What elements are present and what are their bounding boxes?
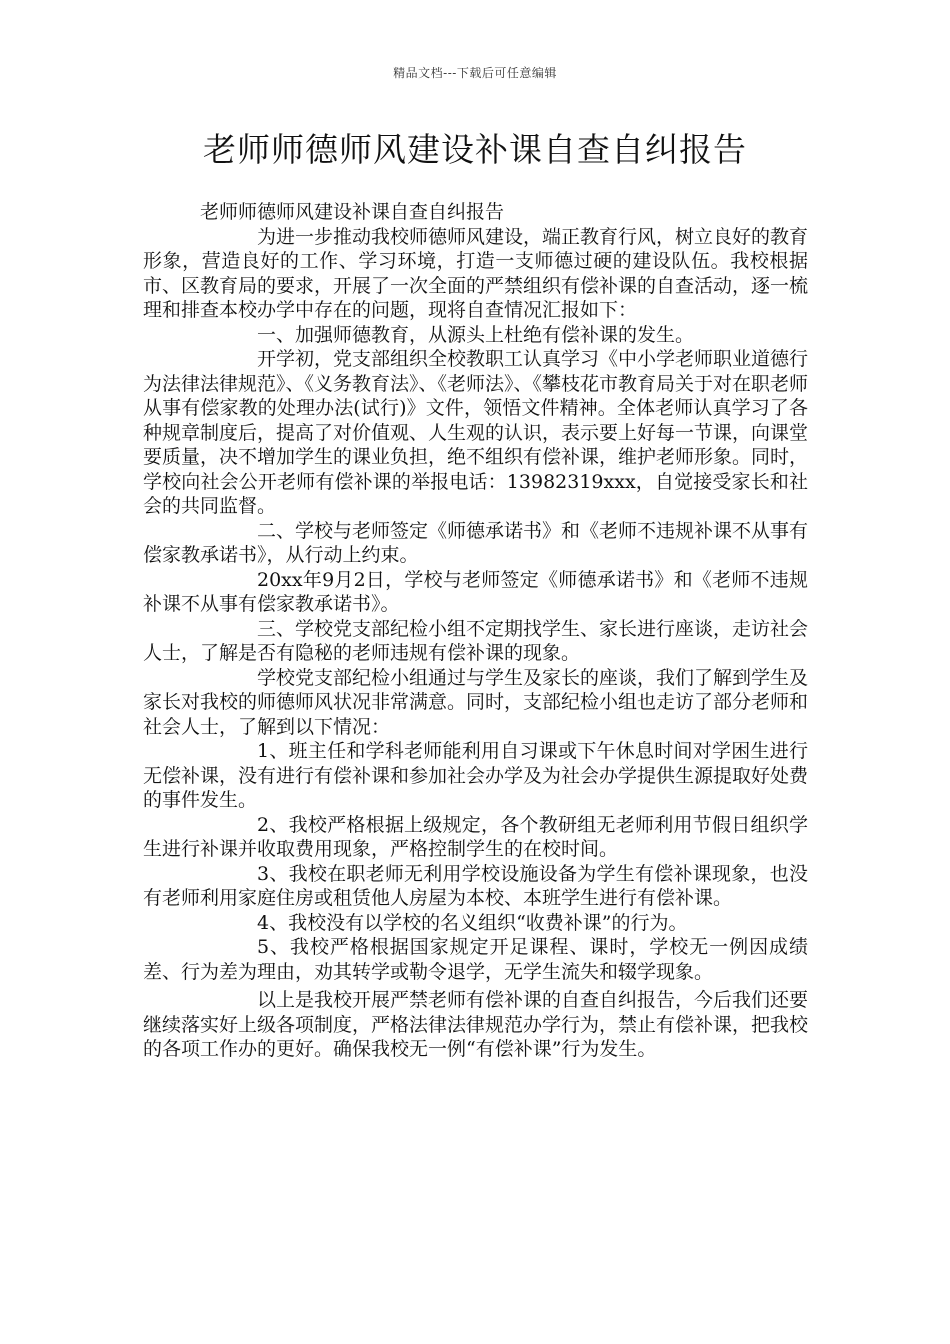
document-subtitle: 老师师德师风建设补课自查自纠报告 [200,201,505,223]
document-body [143,200,808,1062]
section-heading-1: 一、加强师德教育，从源头上杜绝有偿补课的发生。 [257,323,695,346]
list-item-4: 4、我校没有以学校的名义组织“收费补课”的行为。 [257,911,688,934]
paragraph-conclusion: 以上是我校开展严禁老师有偿补课的自查自纠报告，今后我们还要继续落实好上级各项制度，严格法律法律规范办学行为，禁止有偿补课，把我校的各项工作办的更好。确保我校无一例“有偿补课”行为发生。 [143,989,809,1060]
document-title: 老师师德师风建设补课自查自纠报告 [203,130,747,169]
section-heading-2: 二、学校与老师签定《师德承诺书》和《老师不违规补课不从事有偿家教承诺书》，从行动上约束。 [143,519,809,566]
paragraph-intro: 为进一步推动我校师德师风建设，端正教育行风，树立良好的教育形象，营造良好的工作、学习环境，打造一支师德过硬的建设队伍。我校根据市、区教育局的要求，开展了一次全面的严禁组织有偿补课的自查活动，逐一梳理和排查本校办学中存在的问题，现将自查情况汇报如下： [143,225,809,321]
section-heading-3: 三、学校党支部纪检小组不定期找学生、家长进行座谈，走访社会人士，了解是否有隐秘的老师违规有偿补课的现象。 [143,617,809,664]
paragraph-section-3: 学校党支部纪检小组通过与学生及家长的座谈，我们了解到学生及家长对我校的师德师风状况非常满意。同时，支部纪检小组也走访了部分老师和社会人士，了解到以下情况： [143,666,809,738]
list-item-2: 2、我校严格根据上级规定，各个教研组无老师利用节假日组织学生进行补课并收取费用现象，严格控制学生的在校时间。 [143,813,808,860]
list-item-5: 5、我校严格根据国家规定开足课程、课时，学校无一例因成绩差、行为差为理由，劝其转学或勒令退学，无学生流失和辍学现象。 [143,936,808,983]
list-item-1: 1、班主任和学科老师能利用自习课或下午休息时间对学困生进行无偿补课，没有进行有偿补课和参加社会办学及为社会办学提供生源提取好处费的事件发生。 [143,740,809,811]
page-header: 精品文档---下载后可任意编辑 [393,66,557,80]
list-item-3: 3、我校在职老师无利用学校设施设备为学生有偿补课现象，也没有老师利用家庭住房或租赁他人房屋为本校、本班学生进行有偿补课。 [143,862,808,909]
paragraph-section-2: 20xx年9月2日，学校与老师签定《师德承诺书》和《老师不违规补课不从事有偿家教承诺书》。 [143,568,808,615]
paragraph-section-1: 开学初，党支部组织全校教职工认真学习《中小学老师职业道德行为法律法律规范》、《义务教育法》、《老师法》、《攀枝花市教育局关于对在职老师从事有偿家教的处理办法(试行)》文件，领悟文件精神。全体老师认真学习了各种规章制度后，提高了对价值观、人生观的认识，表示要上好每一节课，向课堂要质量，决不增加学生的课业负担，绝不组织有偿补课，维护老师形象。同时，学校向社会公开老师有偿补课的举报电话：13982319xxx，自觉接受家长和社会的共同监督。 [143,348,809,517]
